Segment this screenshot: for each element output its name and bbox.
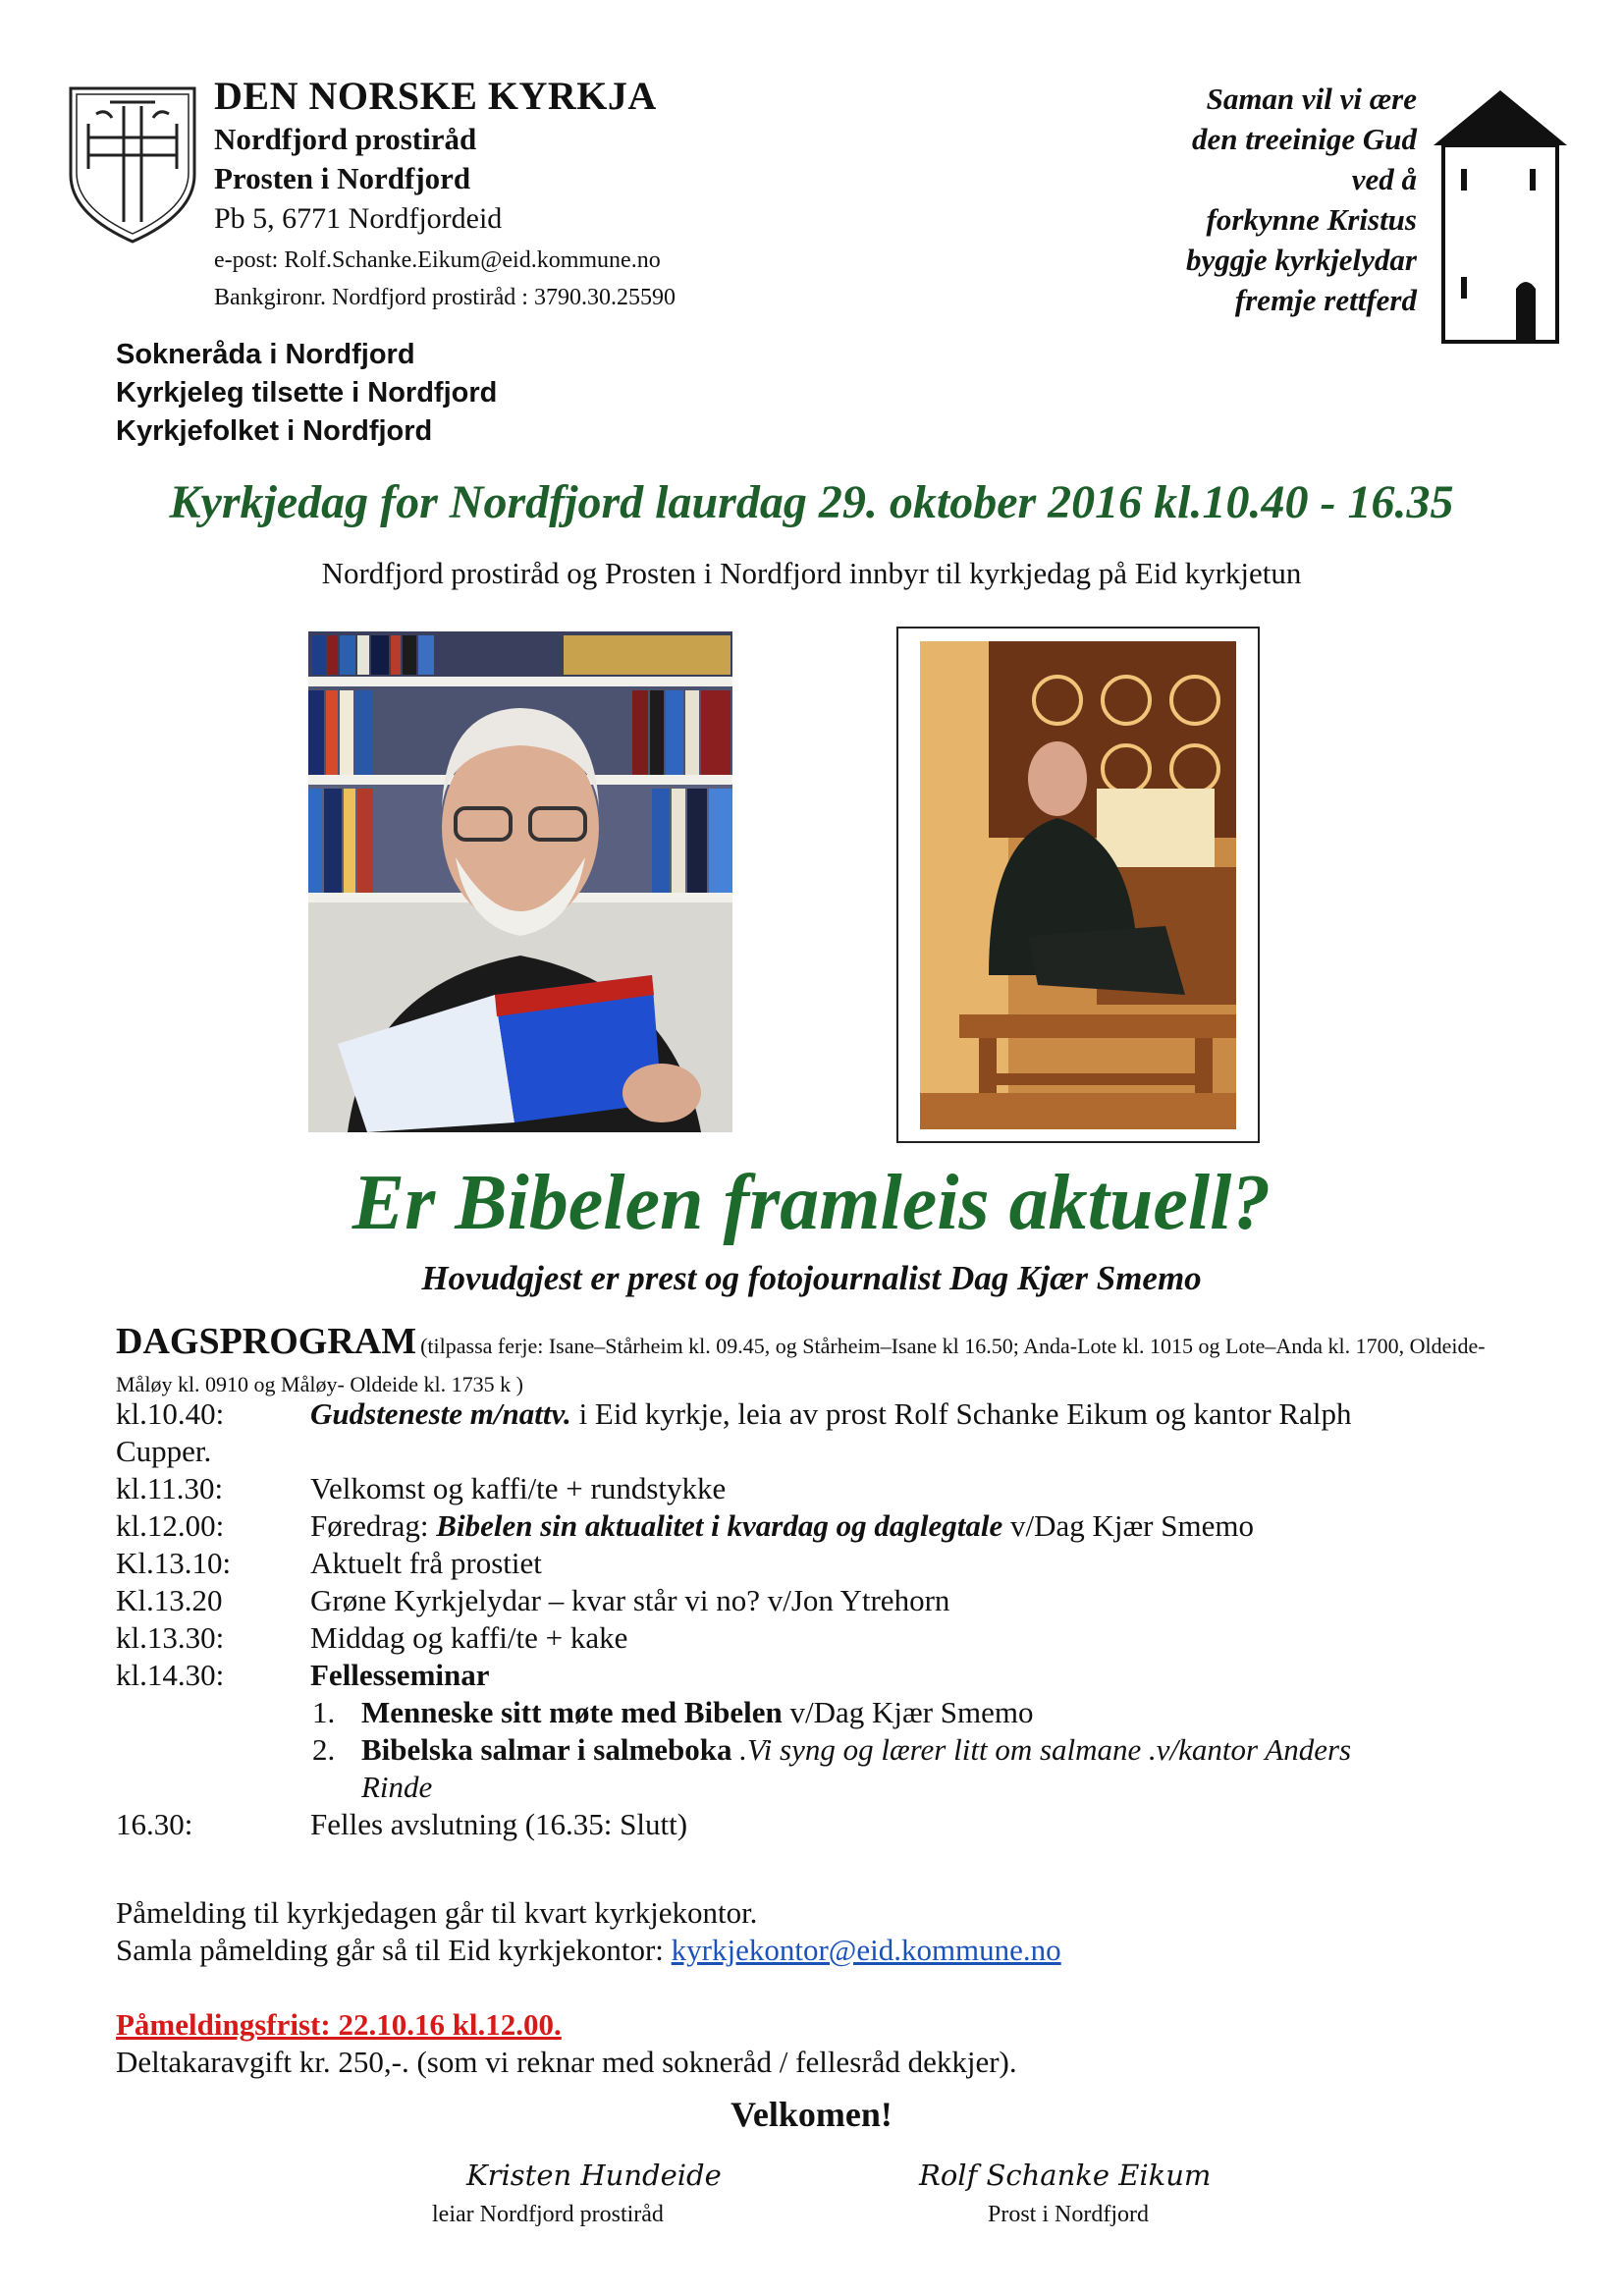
program-title: DAGSPROGRAM — [116, 1321, 417, 1362]
program-desc: Grøne Kyrkjelydar – kvar står vi no? v/Jon Ytrehorn — [310, 1583, 950, 1617]
recipient: Kyrkjefolket i Nordfjord — [116, 415, 433, 447]
program-desc: Middag og kaffi/te + kake — [310, 1620, 628, 1655]
headline: Er Bibelen framleis aktuell? — [352, 1160, 1271, 1246]
seminar-desc-cont: Rinde — [361, 1770, 433, 1804]
motto-line: byggje kyrkjelydar — [1185, 243, 1417, 277]
recipient-list — [116, 336, 497, 451]
org-council: Nordfjord prostiråd — [214, 122, 477, 156]
program-desc: Aktuelt frå prostiet — [310, 1546, 542, 1580]
invitation-text: Nordfjord prostiråd og Prosten i Nordfjord innbyr til kyrkjedag på Eid kyrkjetun — [321, 556, 1302, 590]
recipient: Sokneråda i Nordfjord — [116, 339, 415, 370]
motto — [1093, 79, 1417, 320]
motto-line: ved å — [1351, 162, 1417, 196]
signature-role: Prost i Nordfjord — [988, 2202, 1149, 2227]
deadline-text: Påmeldingsfrist: 22.10.16 kl.12.00. — [116, 2007, 562, 2042]
program-time: kl.10.40: — [116, 1396, 225, 1431]
program-time: kl.13.30: — [116, 1620, 225, 1655]
program-time: kl.11.30: — [116, 1471, 224, 1505]
registration-line: Samla påmelding går så til Eid kyrkjekontor: kyrkjekontor@eid.kommune.no — [116, 1933, 1061, 1967]
motto-line: forkynne Kristus — [1206, 202, 1417, 237]
seminar-desc: Menneske sitt møte med Bibelen v/Dag Kjær Smemo — [361, 1695, 1034, 1729]
program-desc: Gudsteneste m/nattv. i Eid kyrkje, leia av prost Rolf Schanke Eikum og kantor Ralph — [310, 1396, 1352, 1431]
participation-fee: Deltakaravgift kr. 250,-. (som vi reknar med sokneråd / fellesråd dekkjer). — [116, 2045, 1017, 2079]
motto-line: den treeinige Gud — [1191, 122, 1417, 156]
signature-name: Rolf Schanke Eikum — [919, 2159, 1212, 2192]
motto-line: fremje rettferd — [1234, 283, 1417, 317]
church-crest-logo — [67, 84, 198, 246]
program-desc: Velkomst og kaffi/te + rundstykke — [310, 1471, 727, 1505]
program-time: 16.30: — [116, 1807, 193, 1841]
registration-email-link[interactable]: kyrkjekontor@eid.kommune.no — [671, 1933, 1061, 1967]
motto-line: Saman vil vi ære — [1206, 82, 1417, 116]
program-desc-cont: Cupper. — [116, 1434, 212, 1468]
program-time: Kl.13.20 — [116, 1583, 223, 1617]
org-name: DEN NORSKE KYRKJA — [214, 74, 657, 118]
signature-role: leiar Nordfjord prostiråd — [432, 2202, 664, 2227]
welcome-text: Velkomen! — [730, 2095, 893, 2134]
program-desc: Fellesseminar — [310, 1658, 490, 1692]
seminar-desc: Bibelska salmar i salmeboka .Vi syng og lærer litt om salmane .v/kantor Anders — [361, 1732, 1352, 1767]
organist-photo — [920, 641, 1236, 1129]
organist-photo-frame — [896, 627, 1260, 1143]
recipient: Kyrkjeleg tilsette i Nordfjord — [116, 377, 498, 409]
program-time: kl.14.30: — [116, 1658, 225, 1692]
event-title: Kyrkjedag for Nordfjord laurdag 29. oktober 2016 kl.10.40 - 16.35 — [169, 476, 1454, 528]
org-bank-account: Bankgironr. Nordfjord prostiråd : 3790.30.25590 — [214, 285, 676, 310]
program-desc: Føredrag: Bibelen sin aktualitet i kvardag og daglegtale v/Dag Kjær Smemo — [310, 1508, 1254, 1543]
seminar-number: 1. — [312, 1695, 336, 1729]
registration-deadline — [116, 2007, 562, 2043]
guest-subtitle: Hovudgjest er prest og fotojournalist Dag Kjær Smemo — [421, 1259, 1202, 1297]
church-tower-icon — [1426, 86, 1575, 348]
program-time: kl.12.00: — [116, 1508, 225, 1543]
seminar-number: 2. — [312, 1732, 336, 1767]
org-dean: Prosten i Nordfjord — [214, 161, 471, 195]
org-email: e-post: Rolf.Schanke.Eikum@eid.kommune.no — [214, 247, 661, 273]
org-address: Pb 5, 6771 Nordfjordeid — [214, 202, 503, 235]
program-ferry-note: (tilpassa ferje: Isane–Stårheim kl. 09.45, og Stårheim–Isane kl 16.50; Anda-Lote kl. 1015 og Lote–Anda kl. 1700, Oldeide- Måløy kl. 0910 og Måløy- Oldeide kl. 1735 k ) — [116, 1334, 1486, 1396]
program-desc: Felles avslutning (16.35: Slutt) — [310, 1807, 688, 1841]
guest-photo — [308, 631, 732, 1132]
signature-name: Kristen Hundeide — [466, 2159, 722, 2192]
registration-line: Påmelding til kyrkjedagen går til kvart kyrkjekontor. — [116, 1895, 758, 1930]
program-time: Kl.13.10: — [116, 1546, 232, 1580]
program-header — [116, 1321, 1510, 1405]
